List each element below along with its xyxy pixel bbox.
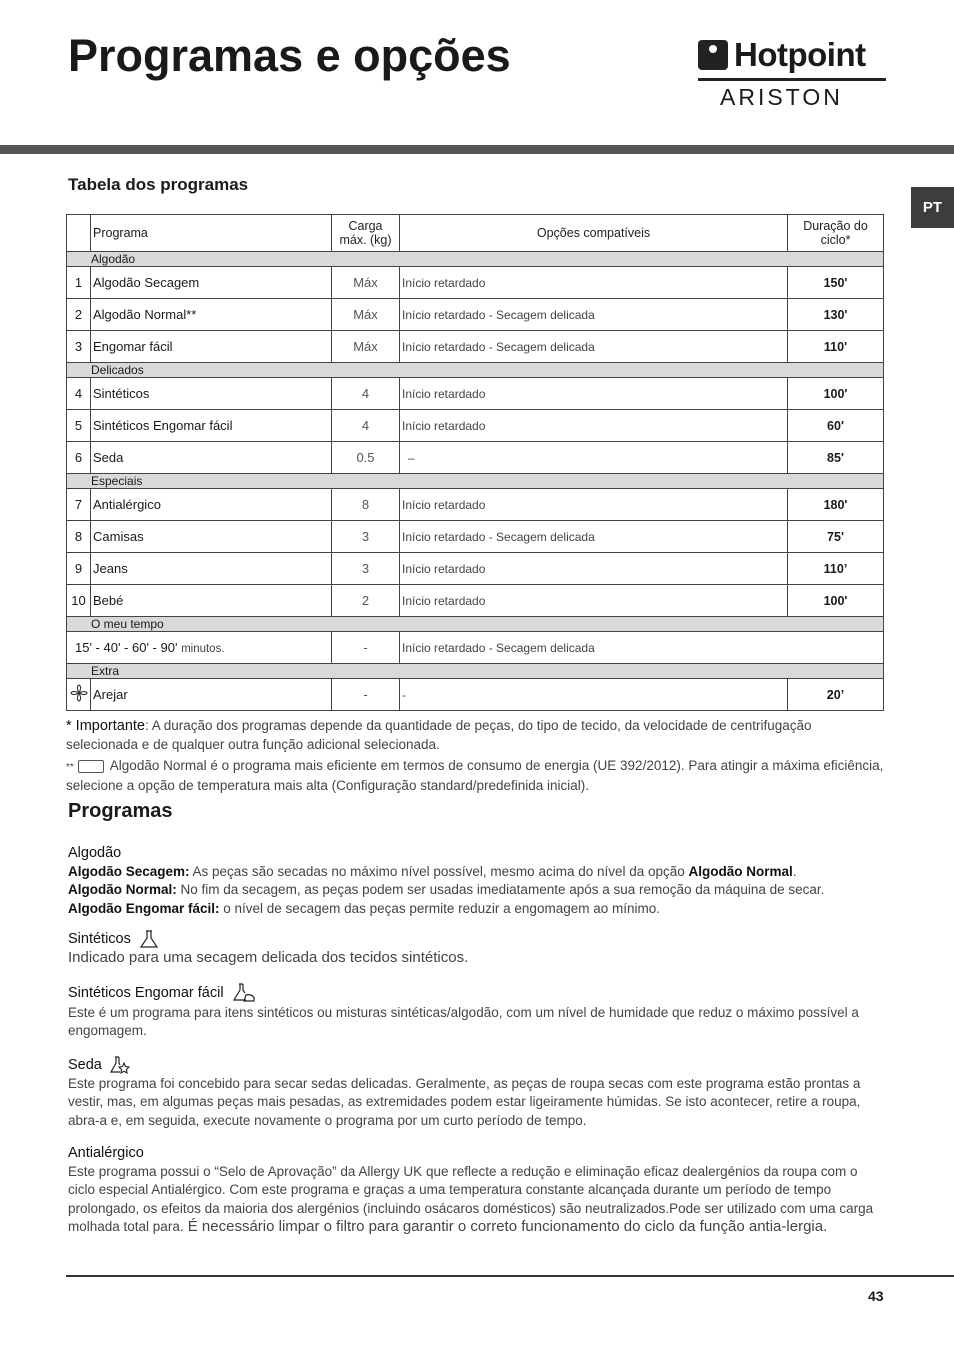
table-row bbox=[67, 489, 884, 521]
row-options: - bbox=[400, 679, 788, 711]
row-duration: 100' bbox=[788, 378, 884, 410]
row-load: 2 bbox=[332, 585, 400, 617]
program-title: Antialérgico bbox=[68, 1145, 144, 1161]
program-title: Sintéticos Engomar fácil bbox=[68, 984, 224, 1001]
row-program: Seda bbox=[91, 442, 332, 474]
row-number: 1 bbox=[67, 267, 91, 299]
programs-heading: Programas bbox=[68, 800, 173, 822]
row-load: - bbox=[332, 632, 400, 664]
program-title: Algodão bbox=[68, 845, 122, 861]
row-load: Máx bbox=[332, 331, 400, 363]
row-program: Antialérgico bbox=[91, 489, 332, 521]
language-tab: PT bbox=[911, 187, 954, 228]
row-number: 4 bbox=[67, 378, 91, 410]
program-seda bbox=[68, 1055, 888, 1131]
row-duration: 20’ bbox=[788, 679, 884, 711]
program-term: Algodão Normal bbox=[688, 863, 793, 879]
program-antialergico bbox=[68, 1144, 888, 1237]
footer-rule bbox=[66, 1275, 954, 1277]
row-program: Arejar bbox=[91, 679, 332, 711]
row-options: – bbox=[400, 442, 788, 474]
row-load: 4 bbox=[332, 378, 400, 410]
row-load: 3 bbox=[332, 521, 400, 553]
program-desc-extra: É necessário limpar o filtro para garantir o correto funcionamento do ciclo da função antia-lergia. bbox=[183, 1218, 828, 1235]
row-options: Início retardado bbox=[400, 489, 788, 521]
header-bar bbox=[0, 145, 954, 154]
program-sinteticos-engomar bbox=[68, 982, 888, 1041]
page-number: 43 bbox=[868, 1288, 884, 1304]
row-number: 3 bbox=[67, 331, 91, 363]
row-duration: 60' bbox=[788, 410, 884, 442]
row-program: Engomar fácil bbox=[91, 331, 332, 363]
row-options: Início retardado - Secagem delicada bbox=[400, 632, 884, 664]
program-desc: No fim da secagem, as peças podem ser usadas imediatamente após a sua remoção da máquina de secar. bbox=[176, 882, 825, 897]
row-load: 4 bbox=[332, 410, 400, 442]
row-load: 8 bbox=[332, 489, 400, 521]
page-title: Programas e opções bbox=[68, 30, 511, 81]
row-program: Jeans bbox=[91, 553, 332, 585]
eco-text: Algodão Normal é o programa mais eficiente em termos de consumo de energia (UE 392/2012). Para atingir a máxima eficiência, selecione a opção de temperatura mais alta (Configuração standard/predefinida inicial). bbox=[66, 758, 884, 793]
programs-section bbox=[68, 844, 888, 1248]
logo-sub: ARISTON bbox=[720, 84, 843, 110]
my-time-cell bbox=[67, 632, 332, 664]
program-term: Algodão Secagem: bbox=[68, 863, 190, 879]
my-time-unit: minutos. bbox=[181, 643, 225, 655]
row-icon-cell bbox=[67, 679, 91, 711]
eco-label-icon bbox=[78, 760, 104, 773]
row-program: Sintéticos Engomar fácil bbox=[91, 410, 332, 442]
header-load: Carga máx. (kg) bbox=[332, 215, 400, 252]
program-desc: Indicado para uma secagem delicada dos tecidos sintéticos. bbox=[68, 949, 469, 966]
table-notes bbox=[66, 717, 886, 798]
row-number: 10 bbox=[67, 585, 91, 617]
program-term: Algodão Engomar fácil: bbox=[68, 900, 220, 916]
row-duration: 100' bbox=[788, 585, 884, 617]
table-row bbox=[67, 521, 884, 553]
section-row bbox=[67, 664, 884, 679]
row-options: Início retardado - Secagem delicada bbox=[400, 521, 788, 553]
row-load: - bbox=[332, 679, 400, 711]
row-program: Camisas bbox=[91, 521, 332, 553]
row-load: 3 bbox=[332, 553, 400, 585]
row-duration: 75' bbox=[788, 521, 884, 553]
table-row bbox=[67, 331, 884, 363]
header-duration: Duração do ciclo* bbox=[788, 215, 884, 252]
row-load: 0.5 bbox=[332, 442, 400, 474]
row-program: Algodão Normal** bbox=[91, 299, 332, 331]
program-sinteticos bbox=[68, 929, 888, 968]
row-number: 2 bbox=[67, 299, 91, 331]
table-row bbox=[67, 299, 884, 331]
row-duration: 180' bbox=[788, 489, 884, 521]
section-label: Extra bbox=[67, 664, 884, 679]
section-label: O meu tempo bbox=[67, 617, 884, 632]
row-number: 5 bbox=[67, 410, 91, 442]
section-row bbox=[67, 252, 884, 267]
row-options: Início retardado bbox=[400, 378, 788, 410]
fan-icon bbox=[70, 684, 88, 702]
eco-note bbox=[66, 757, 886, 794]
program-algodao bbox=[68, 844, 888, 918]
table-row bbox=[67, 442, 884, 474]
table-row bbox=[67, 679, 884, 711]
program-term: Algodão Normal: bbox=[68, 882, 177, 897]
program-desc-end: . bbox=[792, 863, 797, 879]
program-desc: Este programa possui o “Selo de Aprovação” da Allergy UK que reflecte a redução e eliminação eficaz dealergénios da roupa com o ciclo especial Antialérgico. Com este programa e graças a uma temperatura constante alcançada durante um período de tempo prolongado, os efeitos da maioria dos alergénios (incluindo osácaros domésticos) são neutralizados.Pode ser utilizado com uma carga molhada total para. bbox=[68, 1163, 874, 1234]
synthetic-icon bbox=[139, 929, 159, 949]
row-duration: 85' bbox=[788, 442, 884, 474]
my-time-values: 15' - 40' - 60' - 90' bbox=[75, 640, 178, 655]
section-label: Algodão bbox=[67, 252, 884, 267]
row-number: 7 bbox=[67, 489, 91, 521]
header-program: Programa bbox=[91, 215, 332, 252]
table-heading: Tabela dos programas bbox=[68, 175, 249, 194]
row-options: Início retardado - Secagem delicada bbox=[400, 331, 788, 363]
eco-prefix: ** bbox=[66, 762, 74, 773]
table-row bbox=[67, 267, 884, 299]
row-load: Máx bbox=[332, 267, 400, 299]
table-header-row bbox=[67, 215, 884, 252]
row-duration: 130' bbox=[788, 299, 884, 331]
row-options: Início retardado bbox=[400, 553, 788, 585]
section-row bbox=[67, 617, 884, 632]
section-row bbox=[67, 474, 884, 489]
row-program: Sintéticos bbox=[91, 378, 332, 410]
iron-icon bbox=[232, 982, 256, 1004]
important-note bbox=[66, 717, 886, 753]
program-desc: Este programa foi concebido para secar sedas delicadas. Geralmente, as peças de roupa secas com este programa estão prontas a vestir, mas, em algumas peças mais pesadas, as extremidades podem estar ligeiramente húmidas. Se isto acontecer, retire a roupa, abra-a e, em seguida, execute novamente o programa por um curto período de tempo. bbox=[68, 1075, 861, 1128]
programs-table bbox=[66, 214, 884, 711]
table-row bbox=[67, 585, 884, 617]
row-options: Início retardado bbox=[400, 585, 788, 617]
important-text: : A duração dos programas depende da quantidade de peças, do tipo de tecido, da velocidade de centrifugação selecionada e de qualquer outra função adicional selecionada. bbox=[66, 718, 812, 752]
section-row bbox=[67, 363, 884, 378]
logo-rule bbox=[698, 78, 886, 81]
section-label: Delicados bbox=[67, 363, 884, 378]
table-row bbox=[67, 410, 884, 442]
row-duration: 110’ bbox=[788, 553, 884, 585]
logo-mark-icon bbox=[698, 40, 728, 70]
row-program: Algodão Secagem bbox=[91, 267, 332, 299]
section-label: Especiais bbox=[67, 474, 884, 489]
row-program: Bebé bbox=[91, 585, 332, 617]
brand-logo bbox=[698, 38, 888, 118]
silk-icon bbox=[110, 1055, 130, 1075]
header-options: Opções compatíveis bbox=[400, 215, 788, 252]
row-number: 8 bbox=[67, 521, 91, 553]
row-duration: 150' bbox=[788, 267, 884, 299]
row-options: Início retardado bbox=[400, 410, 788, 442]
row-load: Máx bbox=[332, 299, 400, 331]
program-desc: As peças são secadas no máximo nível possível, mesmo acima do nível da opção bbox=[189, 863, 689, 879]
row-options: Início retardado - Secagem delicada bbox=[400, 299, 788, 331]
program-desc: Este é um programa para itens sintéticos ou misturas sintéticas/algodão, com um nível de humidade que reduz o máximo possível a engomagem. bbox=[68, 1004, 859, 1038]
important-label: * Importante bbox=[66, 718, 145, 734]
program-desc: o nível de secagem das peças permite reduzir a engomagem ao mínimo. bbox=[219, 900, 660, 916]
program-title: Seda bbox=[68, 1056, 102, 1073]
row-duration: 110' bbox=[788, 331, 884, 363]
row-options: Início retardado bbox=[400, 267, 788, 299]
table-row bbox=[67, 378, 884, 410]
logo-brand: Hotpoint bbox=[734, 36, 866, 73]
row-number: 6 bbox=[67, 442, 91, 474]
program-title: Sintéticos bbox=[68, 930, 131, 947]
row-number: 9 bbox=[67, 553, 91, 585]
table-row bbox=[67, 553, 884, 585]
table-row bbox=[67, 632, 884, 664]
